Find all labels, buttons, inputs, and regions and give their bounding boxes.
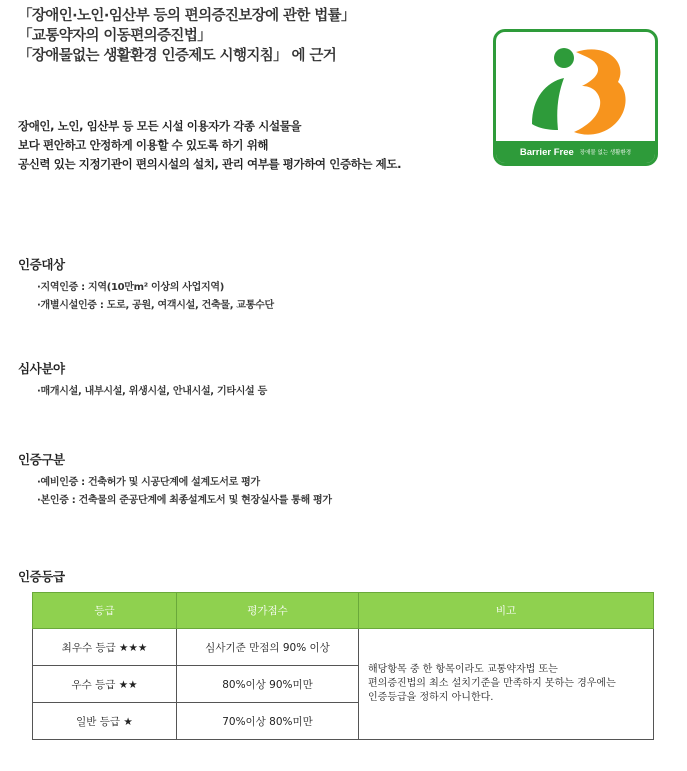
category-list: [18, 474, 332, 510]
grade-cell: 우수 등급 ★★: [33, 666, 177, 703]
target-item-region: ·지역인증 : 지역(10만m² 이상의 사업지역): [37, 282, 225, 293]
logo-subtext: 장애물 없는 생활환경: [579, 150, 632, 156]
section-title-review: 심사분야: [18, 361, 65, 376]
intro-line-3: 공신력 있는 지정기관이 편의시설의 설치, 관리 여부를 평가하여 인증하는 제도.: [18, 157, 402, 171]
score-cell: 심사기준 만점의 90% 이상: [177, 629, 359, 666]
header-note: 비고: [359, 593, 654, 629]
law-line-1: 「장애인·노인·임산부 등의 편의증진보장에 관한 법률」: [18, 8, 355, 24]
intro-description: [18, 117, 401, 174]
section-title-category: 인증구분: [18, 452, 65, 467]
target-item-facility: ·개별시설인증 : 도로, 공원, 여객시설, 건축물, 교통수단: [37, 300, 274, 311]
section-title-target: 인증대상: [18, 257, 65, 272]
table-row: [33, 629, 654, 666]
logo-text: Barrier Free: [519, 146, 574, 158]
section-category: [18, 450, 332, 510]
note-line-1: 해당항목 중 한 항목이라도 교통약자법 또는: [368, 664, 558, 675]
barrier-free-mark-icon: [524, 38, 634, 142]
score-cell: 70%이상 80%미만: [177, 703, 359, 740]
score-cell: 80%이상 90%미만: [177, 666, 359, 703]
note-cell: [359, 629, 654, 740]
barrier-free-logo: [493, 29, 658, 166]
intro-line-1: 장애인, 노인, 임산부 등 모든 시설 이용자가 각종 시설물을: [18, 119, 302, 133]
table-header-row: [33, 593, 654, 629]
section-target: [18, 255, 274, 315]
grade-cell: 최우수 등급 ★★★: [33, 629, 177, 666]
intro-line-2: 보다 편안하고 안정하게 이용할 수 있도록 하기 위해: [18, 138, 269, 152]
category-item-main: ·본인증 : 건축물의 준공단계에 최종설계도서 및 현장실사를 통해 평가: [37, 495, 332, 506]
logo-band: [496, 141, 655, 163]
target-list: [18, 279, 274, 315]
header-grade: 등급: [33, 593, 177, 629]
grade-cell: 일반 등급 ★: [33, 703, 177, 740]
note-line-2: 편의증진법의 최소 설치기준을 만족하지 못하는 경우에는: [368, 678, 616, 689]
legal-basis: [18, 6, 355, 66]
note-line-3: 인증등급을 정하지 아니한다.: [368, 692, 494, 703]
review-item: ·매개시설, 내부시설, 위생시설, 안내시설, 기타시설 등: [37, 386, 267, 397]
section-title-grade: 인증등급: [18, 569, 65, 584]
review-list: [18, 383, 267, 401]
header-score: 평가점수: [177, 593, 359, 629]
section-grade: [18, 567, 65, 585]
category-item-preliminary: ·예비인증 : 건축허가 및 시공단계에 설계도서로 평가: [37, 477, 260, 488]
law-line-3: 「장애물없는 생활환경 인증제도 시행지침」 에 근거: [18, 48, 337, 64]
section-review: [18, 359, 267, 401]
law-line-2: 「교통약자의 이동편의증진법」: [18, 28, 212, 44]
grade-table: [32, 592, 654, 740]
